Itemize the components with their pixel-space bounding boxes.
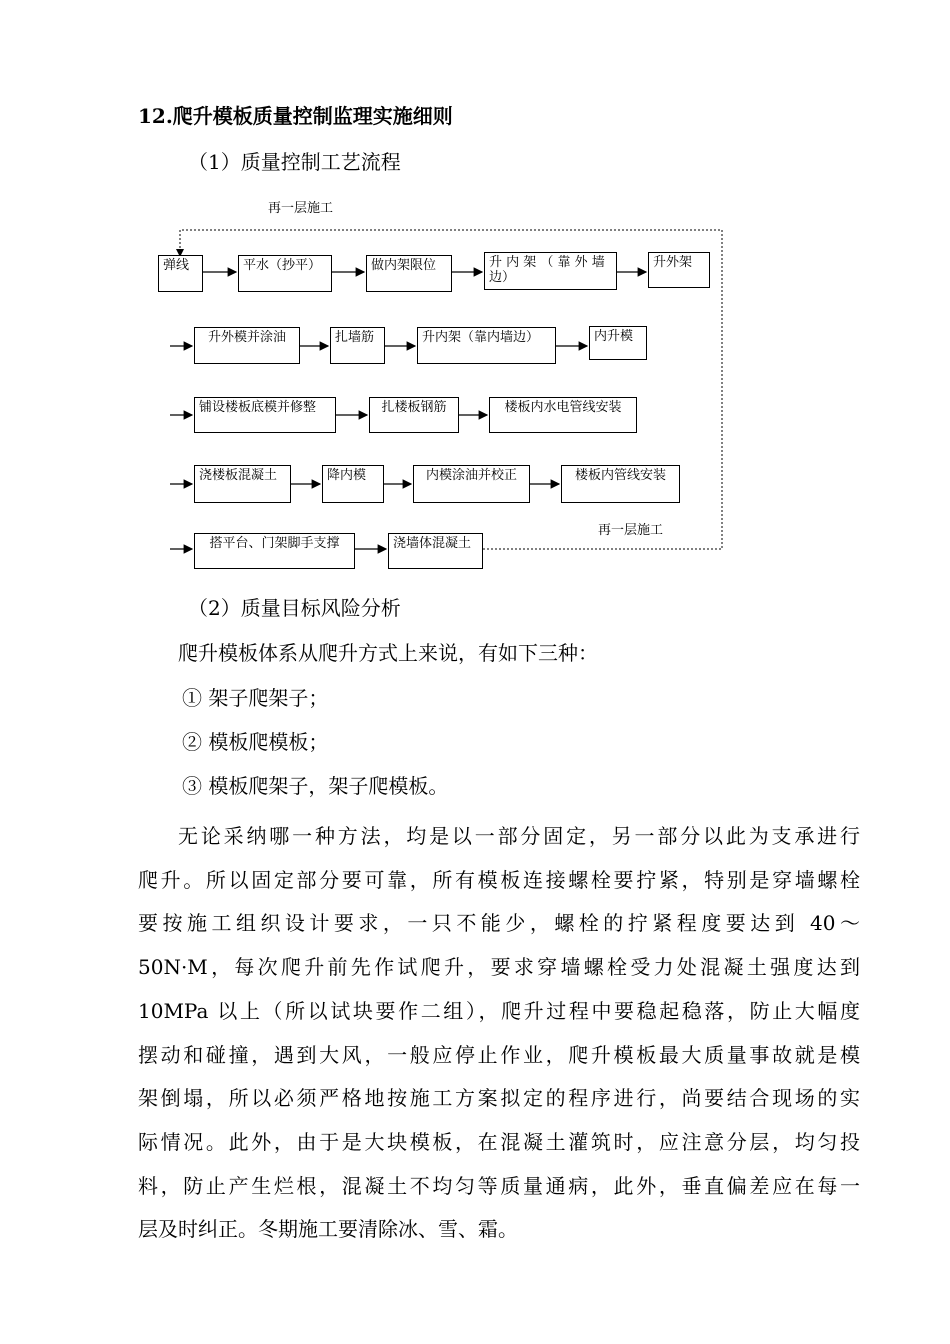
paragraph-line: 50N·M，每次爬升前先作试爬升，要求穿墙螺栓受力处混凝土强度达到: [138, 955, 860, 980]
flow-step: 内升模: [589, 326, 647, 360]
paragraph-line: 层及时纠正。冬期施工要清除冰、雪、霜。: [138, 1217, 518, 1242]
flow-step: 升内架（靠内墙边）: [417, 327, 556, 364]
flow-step: 平水（抄平）: [238, 255, 332, 292]
flow-step: 升 内 架 （ 靠 外 墙 边）: [484, 252, 617, 290]
paragraph-line: 无论采纳哪一种方法，均是以一部分固定，另一部分以此为支承进行: [178, 824, 860, 848]
method-item: ① 架子爬架子；: [182, 686, 329, 710]
flowchart-connectors: [0, 0, 950, 620]
section-heading-process: （1）质量控制工艺流程: [188, 150, 401, 174]
flow-step: 扎墙筋: [330, 327, 385, 364]
flow-step: 楼板内管线安装: [561, 465, 680, 503]
flow-step: 弹线: [158, 255, 203, 292]
flow-step: 降内模: [322, 465, 384, 503]
paragraph-line: 架倒塌，所以必须严格地按施工方案拟定的程序进行，尚要结合现场的实: [138, 1086, 860, 1111]
method-item: ③ 模板爬架子，架子爬模板。: [182, 774, 449, 798]
section-heading-risk: （2）质量目标风险分析: [188, 596, 401, 620]
paragraph-line: 要按施工组织设计要求，一只不能少，螺栓的拧紧程度要达到 40～: [138, 911, 860, 936]
repeat-note-bottom: 再一层施工: [598, 523, 664, 538]
paragraph-line: 际情况。此外，由于是大块模板，在混凝土灌筑时，应注意分层，均匀投: [138, 1129, 860, 1154]
flow-step: 浇墙体混凝土: [388, 533, 483, 569]
flow-step: 升外模并涂油: [194, 327, 300, 364]
flow-step: 浇楼板混凝土: [194, 465, 291, 503]
method-item: ② 模板爬模板；: [182, 730, 329, 754]
paragraph-line: 爬升。所以固定部分要可靠，所有模板连接螺栓要拧紧，特别是穿墙螺栓: [138, 867, 860, 892]
flow-step: 搭平台、门架脚手支撑: [194, 533, 355, 569]
flow-step: 楼板内水电管线安装: [489, 397, 637, 433]
paragraph-line: 料，防止产生烂根，混凝土不均匀等质量通病，此外，垂直偏差应在每一: [138, 1173, 860, 1198]
paragraph-line: 摆动和碰撞，遇到大风，一般应停止作业，爬升模板最大质量事故就是模: [138, 1042, 860, 1067]
paragraph-line: 10MPa 以上（所以试块要作二组），爬升过程中要稳起稳落，防止大幅度: [138, 998, 860, 1023]
flow-step: 扎楼板钢筋: [369, 397, 459, 433]
intro-text: 爬升模板体系从爬升方式上来说，有如下三种：: [178, 641, 598, 665]
flow-step: 做内架限位: [366, 255, 452, 292]
document-title: 12.爬升模板质量控制监理实施细则: [138, 104, 453, 128]
flow-step: 铺设楼板底模并修整: [194, 397, 336, 433]
flow-step: 内模涂油并校正: [413, 465, 530, 503]
repeat-note-top: 再一层施工: [268, 201, 334, 216]
flow-step: 升外架: [648, 252, 710, 288]
analysis-paragraph: [138, 815, 860, 1252]
